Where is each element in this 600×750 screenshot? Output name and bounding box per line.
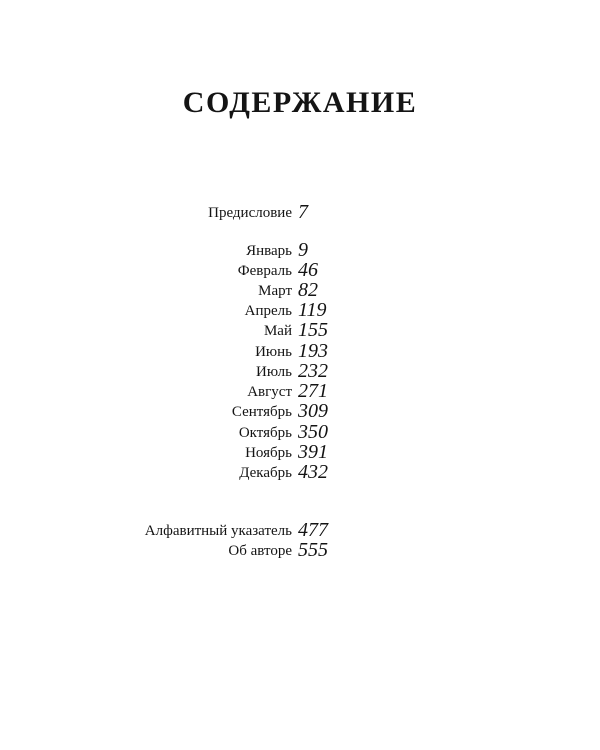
toc-entry-about-author [0,540,600,562]
toc-entry-page: 46 [298,259,318,281]
toc-entry-page: 309 [298,400,328,422]
toc-entry-page: 432 [298,461,328,483]
toc-entry-page: 350 [298,421,328,443]
toc-entry-preface [0,202,600,224]
toc-entry-page: 232 [298,360,328,382]
toc-entry-page: 391 [298,441,328,463]
toc-entry-label: Сентябрь [231,404,292,420]
toc-entry-page: 193 [298,340,328,362]
toc-entry-december [0,462,600,484]
toc-entry-label: Март [258,283,292,299]
toc-entry-label: Январь [246,243,292,259]
toc-entry-page: 7 [298,201,308,223]
toc-entry-page: 82 [298,279,318,301]
toc-entry-may [0,320,600,342]
toc-entry-label: Февраль [237,263,292,279]
toc-entry-september [0,401,600,423]
toc-entry-label: Об авторе [228,543,292,559]
toc-entry-label: Декабрь [239,465,292,481]
page-title: СОДЕРЖАНИЕ [182,86,418,119]
toc-entry-label: Апрель [244,303,292,319]
toc-entry-label: Предисловие [208,205,292,221]
toc-entry-label: Май [263,323,292,339]
toc-entry-page: 119 [298,299,327,321]
toc-entry-page: 155 [298,319,328,341]
toc-entry-label: Июль [256,364,292,380]
toc-entry-page: 477 [298,519,328,541]
toc-entry-label: Октябрь [238,425,292,441]
toc-entry-label: Ноябрь [245,445,292,461]
toc-entry-page: 555 [298,539,328,561]
toc-entry-page: 271 [298,380,328,402]
toc-entry-label: Август [247,384,292,400]
toc-entry-label: Июнь [255,344,292,360]
toc-entry-label: Алфавитный указатель [144,523,292,539]
toc-entry-page: 9 [298,239,308,261]
